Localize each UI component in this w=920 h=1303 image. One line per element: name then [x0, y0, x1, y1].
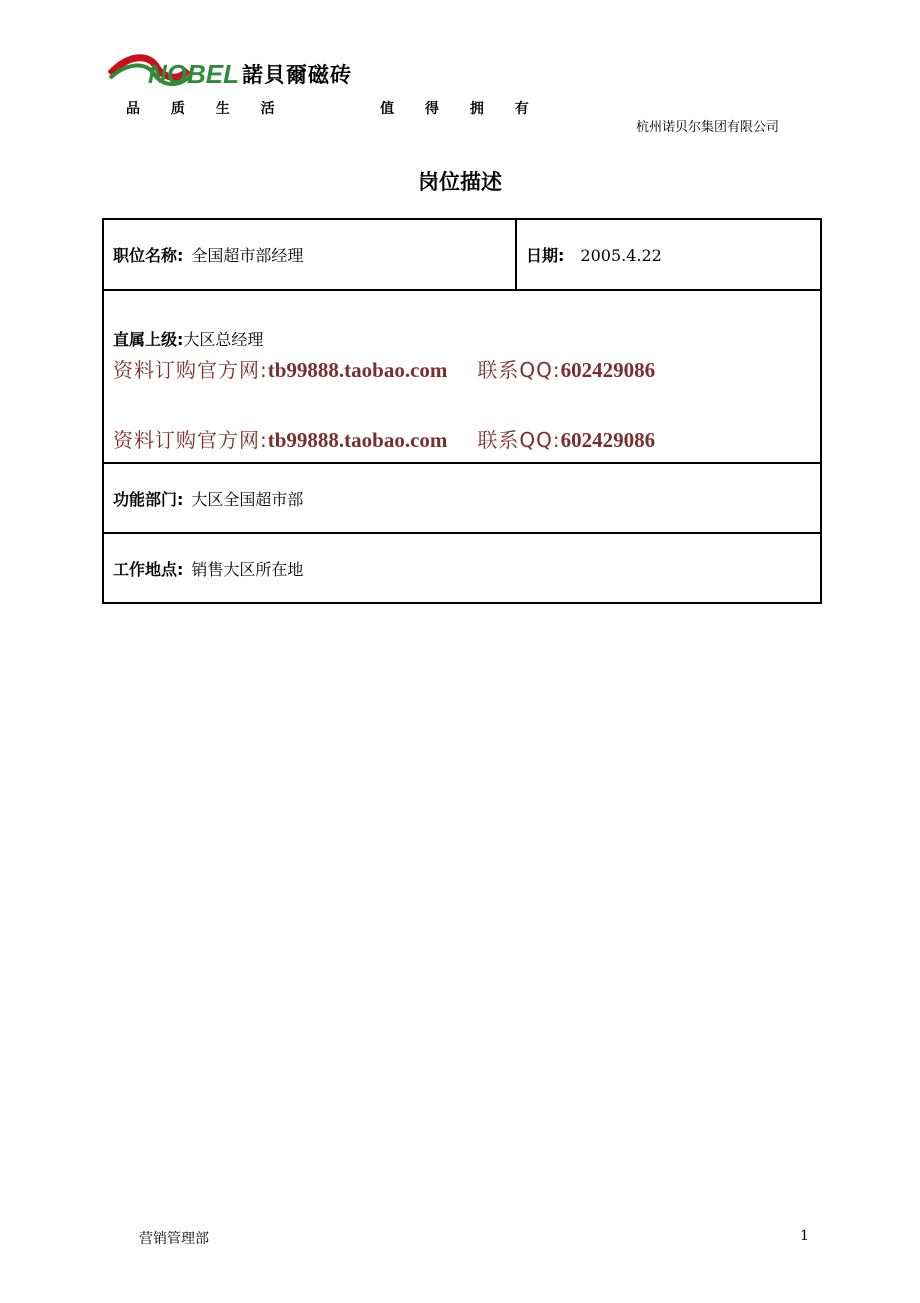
table-row	[103, 290, 821, 463]
page-number: 1	[800, 1228, 809, 1244]
watermark-cn-prefix: 资料订购官方网:	[113, 427, 268, 452]
table-row	[103, 533, 821, 603]
table-row	[103, 463, 821, 533]
watermark-qq-prefix: 联系QQ:	[477, 357, 561, 382]
location-value: 销售大区所在地	[191, 559, 304, 579]
position-value: 全国超市部经理	[191, 246, 304, 265]
watermark-qq-prefix: 联系QQ:	[477, 427, 561, 452]
watermark-qq: 602429086	[560, 427, 656, 452]
job-description-table	[102, 218, 822, 604]
page-title: 岗位描述	[418, 170, 502, 194]
date-value: 2005.4.22	[580, 246, 662, 265]
department-value: 大区全国超市部	[191, 489, 304, 509]
supervisor-label: 直属上级:	[113, 329, 184, 349]
watermark-line	[113, 354, 820, 383]
watermark-cn-prefix: 资料订购官方网:	[113, 357, 268, 382]
position-cell	[103, 219, 516, 290]
date-label: 日期:	[526, 246, 565, 265]
table-row	[103, 219, 821, 290]
department-cell	[103, 463, 821, 533]
company-logo	[108, 52, 535, 124]
logo-chinese-name: 諾貝爾磁砖	[242, 63, 352, 87]
supervisor-value: 大区总经理	[183, 329, 264, 349]
date-cell	[516, 219, 821, 290]
nobel-logo-icon	[108, 52, 243, 92]
location-label: 工作地点:	[113, 559, 184, 579]
logo-slogan: 品 质 生 活 值 得 拥 有	[126, 101, 535, 117]
footer-department: 营销管理部	[139, 1231, 209, 1247]
watermark-qq: 602429086	[560, 357, 656, 382]
supervisor-cell	[103, 290, 821, 463]
location-cell	[103, 533, 821, 603]
watermark-url: tb99888.taobao.com	[267, 427, 448, 452]
watermark-line	[113, 424, 820, 453]
watermark-url: tb99888.taobao.com	[267, 357, 448, 382]
department-label: 功能部门:	[113, 489, 184, 509]
position-label: 职位名称:	[113, 246, 184, 265]
svg-text:NOBEL: NOBEL	[148, 59, 239, 89]
company-name: 杭州诺贝尔集团有限公司	[635, 120, 779, 135]
